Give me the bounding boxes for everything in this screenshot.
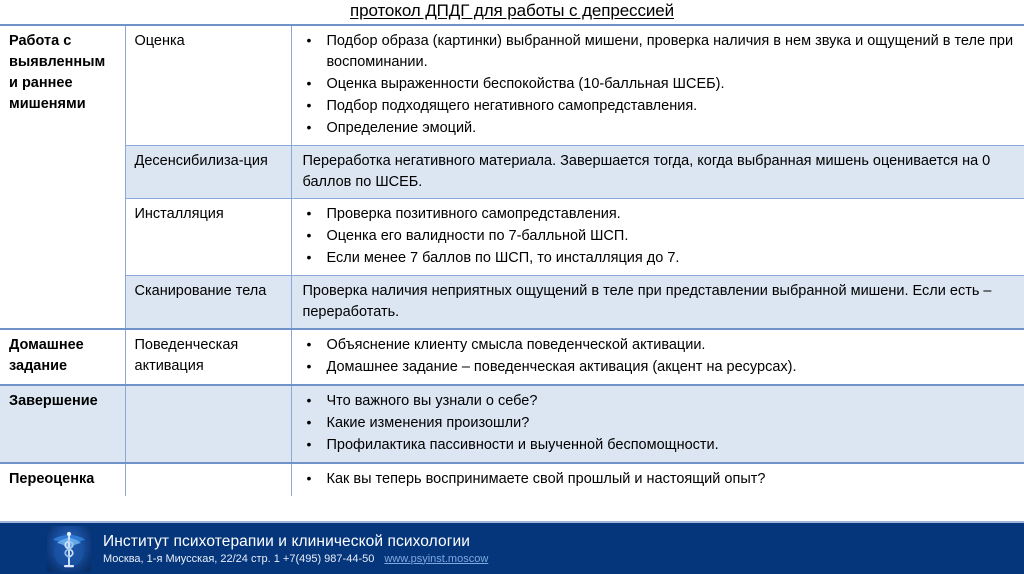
detail-cell: [291, 329, 1024, 385]
phase-cell: Инсталляция: [125, 199, 291, 276]
phase-cell: Сканирование тела: [125, 276, 291, 330]
footer-banner: [0, 521, 1024, 574]
protocol-table: [0, 24, 1024, 496]
phase-cell: [125, 385, 291, 463]
phase-cell: Поведенческая активация: [125, 329, 291, 385]
table-row: [0, 385, 1024, 463]
bullet-item: • Оценка выраженности беспокойства (10-балльная ШСЕБ).: [301, 74, 1017, 95]
detail-cell: [291, 146, 1024, 199]
bullet-list: [301, 204, 1017, 269]
detail-cell: [291, 276, 1024, 330]
stage-cell: Завершение: [0, 385, 125, 463]
bullet-item: • Профилактика пассивности и выученной беспомощности.: [301, 435, 1017, 456]
table-row: [0, 199, 1024, 276]
table-row: [0, 276, 1024, 330]
table-row: [0, 463, 1024, 496]
bullet-item: • Домашнее задание – поведенческая активация (акцент на ресурсах).: [301, 357, 1017, 378]
protocol-table-body: [0, 25, 1024, 496]
bullet-item: • Что важного вы узнали о себе?: [301, 391, 1017, 412]
page-title: протокол ДПДГ для работы с депрессией: [350, 1, 674, 20]
detail-paragraph: Переработка негативного материала. Завершается тогда, когда выбранная мишень оценивается на 0 баллов по ШСЕБ.: [302, 153, 991, 190]
bullet-item: • Как вы теперь воспринимаете свой прошлый и настоящий опыт?: [301, 469, 1017, 490]
bullet-item: • Объяснение клиенту смысла поведенческой активации.: [301, 335, 1017, 356]
phase-cell: [125, 463, 291, 496]
bullet-item: • Если менее 7 баллов по ШСП, то инсталляция до 7.: [301, 248, 1017, 269]
phase-cell: Десенсибилиза-ция: [125, 146, 291, 199]
bullet-list: [301, 469, 1017, 490]
bullet-item: • Определение эмоций.: [301, 118, 1017, 139]
stage-cell: Переоценка: [0, 463, 125, 496]
stage-cell: Домашнее задание: [0, 329, 125, 385]
bullet-item: • Подбор подходящего негативного самопредставления.: [301, 96, 1017, 117]
detail-cell: [291, 25, 1024, 146]
detail-cell: [291, 463, 1024, 496]
stage-cell: Работа с выявленным и раннее мишенями: [0, 25, 125, 329]
table-row: [0, 146, 1024, 199]
bullet-list: [301, 335, 1017, 378]
bullet-item: • Оценка его валидности по 7-балльной ШСП.: [301, 226, 1017, 247]
institute-contacts: [103, 552, 1024, 566]
phase-cell: Оценка: [125, 25, 291, 146]
detail-paragraph: Проверка наличия неприятных ощущений в теле при представлении выбранной мишени. Если есть – переработать.: [302, 283, 992, 320]
table-row: [0, 25, 1024, 146]
institute-name: Институт психотерапии и клинической психологии: [103, 532, 470, 550]
caduceus-winged-logo-icon: [47, 526, 91, 572]
detail-cell: [291, 199, 1024, 276]
bullet-item: • Проверка позитивного самопредставления.: [301, 204, 1017, 225]
bullet-list: [301, 31, 1017, 139]
institute-address: Москва, 1-я Миусская, 22/24 стр. 1 +7(495) 987-44-50: [103, 552, 375, 565]
bullet-item: • Какие изменения произошли?: [301, 413, 1017, 434]
bullet-list: [301, 391, 1017, 456]
table-row: [0, 329, 1024, 385]
institute-website-link[interactable]: www.psyinst.moscow: [384, 552, 489, 565]
footer-text-block: [103, 532, 1024, 566]
bullet-item: • Подбор образа (картинки) выбранной мишени, проверка наличия в нем звука и ощущений в теле при воспоминании.: [301, 31, 1017, 73]
detail-cell: [291, 385, 1024, 463]
slide-title-bar: [0, 0, 1024, 24]
